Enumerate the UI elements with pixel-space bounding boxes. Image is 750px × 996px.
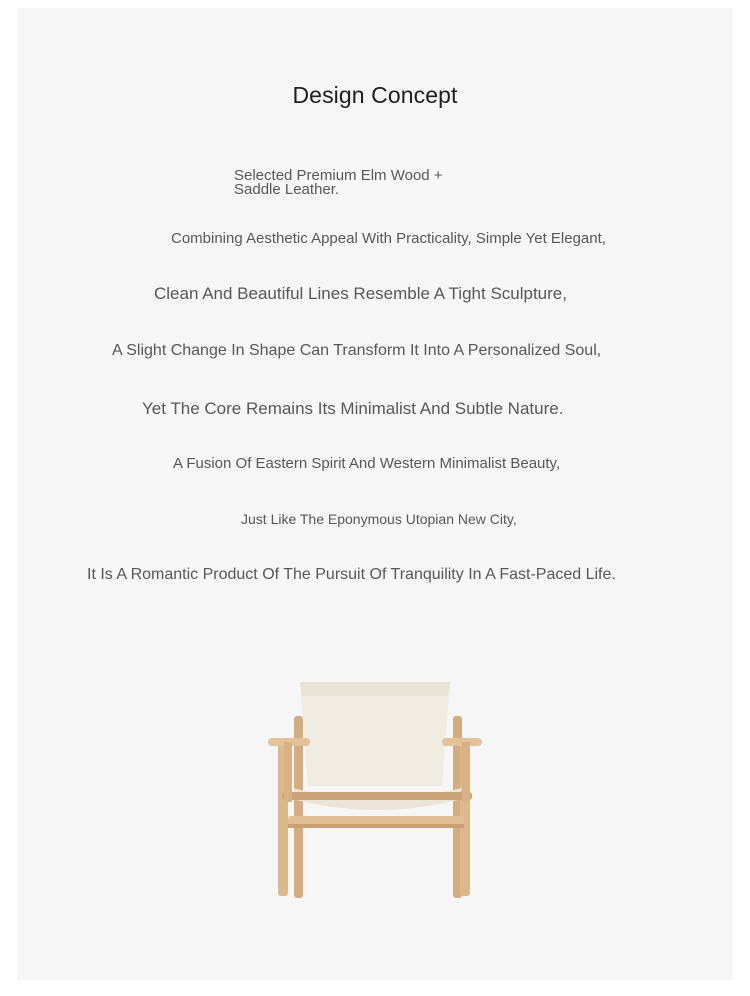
description-line-7: Just Like The Eponymous Utopian New City, [241, 511, 517, 527]
description-line-8: It Is A Romantic Product Of The Pursuit Of Tranquility In A Fast-Paced Life. [87, 566, 616, 583]
chair-image [262, 676, 492, 900]
section-title: Design Concept [292, 82, 458, 108]
description-line-4: A Slight Change In Shape Can Transform It Into A Personalized Soul, [112, 342, 602, 359]
description-line-6: A Fusion Of Eastern Spirit And Western Minimalist Beauty, [173, 455, 561, 472]
description-line-3: Clean And Beautiful Lines Resemble A Tight Sculpture, [154, 284, 567, 303]
description-line-1-text: Selected Premium Elm Wood + Saddle Leather. [234, 167, 443, 198]
description-line-2: Combining Aesthetic Appeal With Practicality, Simple Yet Elegant, [171, 230, 606, 247]
description-line-5: Yet The Core Remains Its Minimalist And Subtle Nature. [142, 399, 564, 418]
description-line-1 [234, 169, 443, 197]
